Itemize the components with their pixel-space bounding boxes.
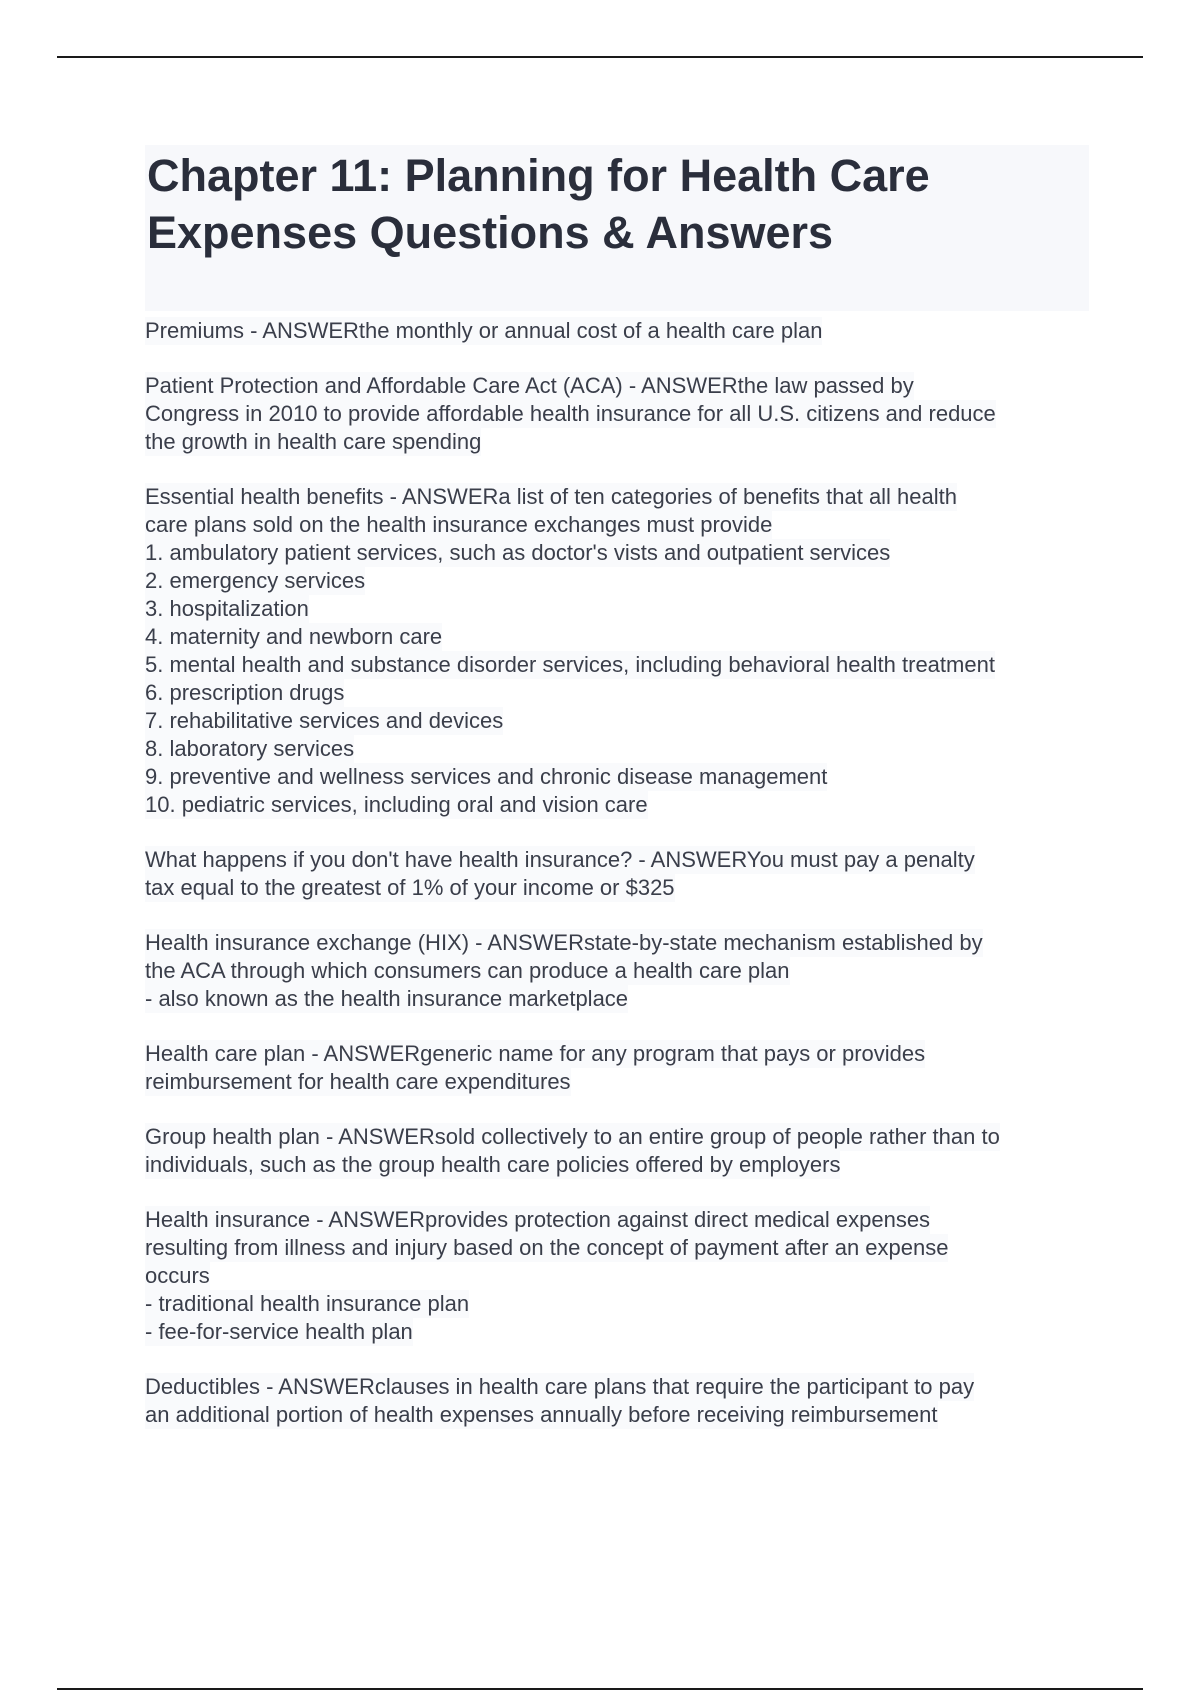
qa-entry	[145, 846, 1089, 902]
qa-entry-line: Group health plan - ANSWERsold collectively to an entire group of people rather than to	[145, 1124, 1000, 1149]
qa-entry-line: 8. laboratory services	[145, 736, 355, 761]
qa-entry-line: 7. rehabilitative services and devices	[145, 708, 504, 733]
qa-entry	[145, 1206, 1089, 1346]
document-body	[145, 145, 1089, 1429]
qa-entry-line: Congress in 2010 to provide affordable health insurance for all U.S. citizens and reduce	[145, 401, 996, 426]
qa-entry-line: - also known as the health insurance marketplace	[145, 986, 629, 1011]
qa-entry-line: 5. mental health and substance disorder services, including behavioral health treatment	[145, 652, 995, 677]
qa-entry-line: Health insurance - ANSWERprovides protection against direct medical expenses	[145, 1207, 931, 1232]
qa-entry-line: an additional portion of health expenses annually before receiving reimbursement	[145, 1402, 938, 1427]
qa-entry	[145, 317, 1089, 345]
bottom-rule	[57, 1688, 1143, 1690]
qa-entry-line: Essential health benefits - ANSWERa list of ten categories of benefits that all health	[145, 484, 958, 509]
qa-entry	[145, 483, 1089, 819]
qa-entry-line: 10. pediatric services, including oral and vision care	[145, 792, 648, 817]
document-title: Chapter 11: Planning for Health Care Expenses Questions & Answers	[147, 150, 930, 258]
qa-entry-line: 6. prescription drugs	[145, 680, 345, 705]
top-rule	[57, 56, 1143, 58]
qa-entry	[145, 1123, 1089, 1179]
qa-entry-line: 1. ambulatory patient services, such as doctor's vists and outpatient services	[145, 540, 891, 565]
qa-entries	[145, 317, 1089, 1429]
qa-entry-line: occurs	[145, 1263, 210, 1288]
qa-entry-line: - fee-for-service health plan	[145, 1319, 413, 1344]
qa-entry-line: 9. preventive and wellness services and chronic disease management	[145, 764, 828, 789]
qa-entry-line: resulting from illness and injury based on the concept of payment after an expense	[145, 1235, 949, 1260]
qa-entry-line: Health care plan - ANSWERgeneric name for any program that pays or provides	[145, 1041, 926, 1066]
qa-entry	[145, 372, 1089, 456]
qa-entry-line: the ACA through which consumers can produce a health care plan	[145, 958, 790, 983]
qa-entry-line: Health insurance exchange (HIX) - ANSWERstate-by-state mechanism established by	[145, 930, 983, 955]
qa-entry-line: Premiums - ANSWERthe monthly or annual cost of a health care plan	[145, 318, 823, 343]
qa-entry-line: - traditional health insurance plan	[145, 1291, 470, 1316]
qa-entry-line: individuals, such as the group health care policies offered by employers	[145, 1152, 841, 1177]
qa-entry-line: 4. maternity and newborn care	[145, 624, 443, 649]
qa-entry-line: 3. hospitalization	[145, 596, 309, 621]
qa-entry-line: reimbursement for health care expenditures	[145, 1069, 571, 1094]
qa-entry-line: care plans sold on the health insurance exchanges must provide	[145, 512, 773, 537]
qa-entry	[145, 1040, 1089, 1096]
qa-entry	[145, 1373, 1089, 1429]
qa-entry-line: Patient Protection and Affordable Care Act (ACA) - ANSWERthe law passed by	[145, 373, 914, 398]
qa-entry-line: the growth in health care spending	[145, 429, 482, 454]
qa-entry-line: tax equal to the greatest of 1% of your income or $325	[145, 875, 675, 900]
qa-entry	[145, 929, 1089, 1013]
title-block	[145, 145, 1089, 311]
qa-entry-line: What happens if you don't have health insurance? - ANSWERYou must pay a penalty	[145, 847, 975, 872]
qa-entry-line: Deductibles - ANSWERclauses in health care plans that require the participant to pay	[145, 1374, 975, 1399]
qa-entry-line: 2. emergency services	[145, 568, 366, 593]
